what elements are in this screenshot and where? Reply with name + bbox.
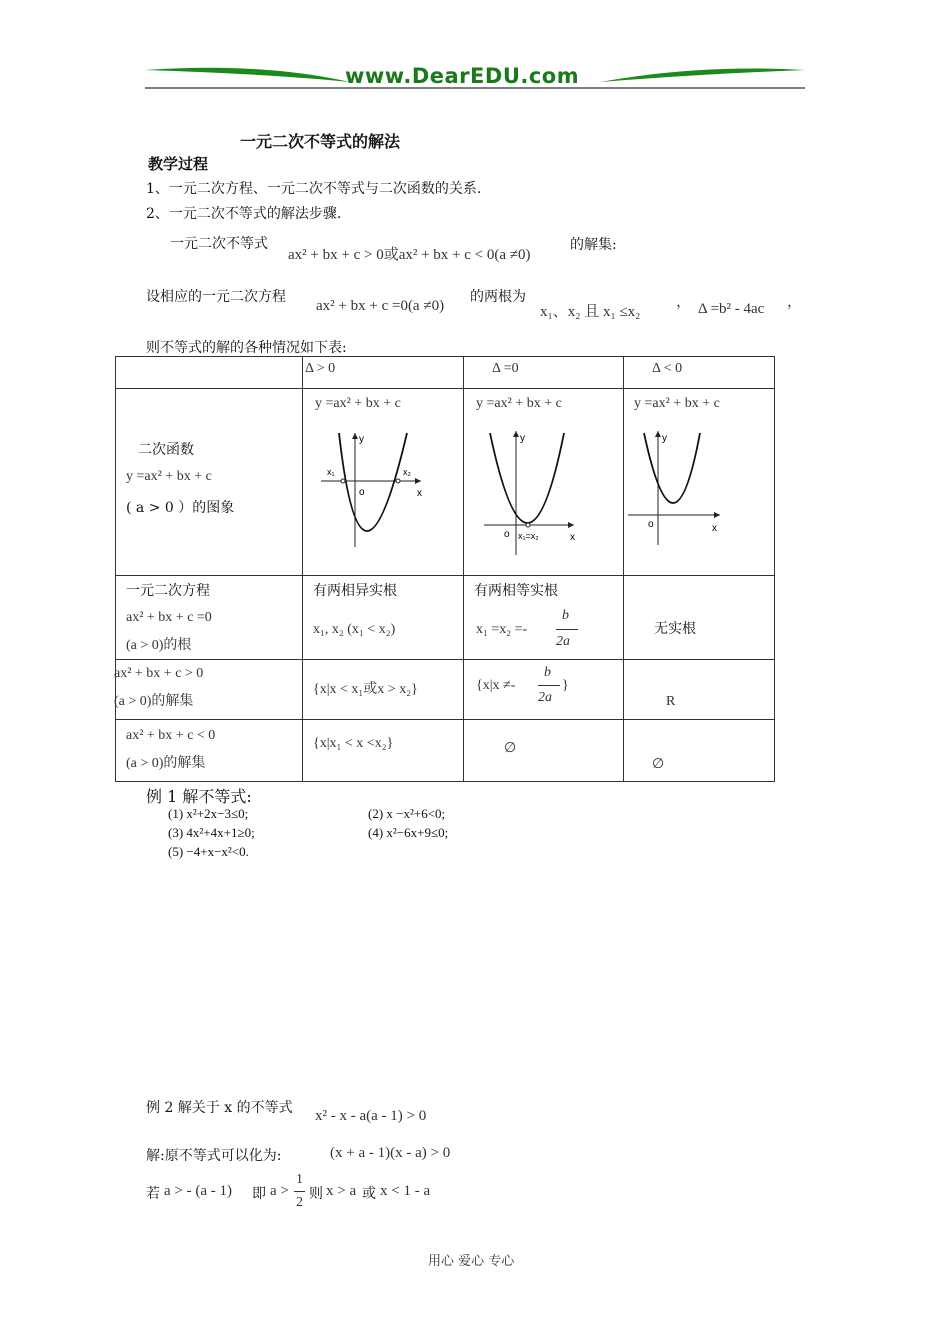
example-1-problem: (5) −4+x−x²<0. xyxy=(168,844,249,859)
less-solution-empty: ∅ xyxy=(504,741,517,756)
row-label-function: 二次函数 xyxy=(138,442,194,458)
page-footer: 用心 爱心 专心 xyxy=(428,1254,515,1269)
site-logo-text[interactable]: www.DearEDU.com xyxy=(345,64,580,88)
row-label-less-set: (a > 0)的解集 xyxy=(126,756,206,771)
greater-solution-close-brace: } xyxy=(562,678,569,693)
intro-formula: ax² + bx + c > 0或ax² + bx + c < 0(a ≠0) xyxy=(288,247,531,263)
row-label-greater-formula: ax² + bx + c > 0 xyxy=(114,666,204,681)
axis-label-x: x xyxy=(417,488,422,499)
greater-solution-all-reals: R xyxy=(666,694,676,709)
solution-formula: (x + a - 1)(x - a) > 0 xyxy=(330,1145,451,1161)
setup-comma: ， xyxy=(676,294,692,310)
table-row-greater xyxy=(116,660,775,720)
example-1-problem: (1) x²+2x−3≤0; xyxy=(168,806,249,821)
case-condition: a > - (a - 1) xyxy=(164,1183,233,1199)
origin-label: o xyxy=(648,519,654,530)
row-label-function-graph: ( a > 0 ）的图象 xyxy=(126,500,235,516)
function-formula: y =ax² + bx + c xyxy=(315,396,401,411)
setup-equation: ax² + bx + c =0(a ≠0) xyxy=(316,298,445,314)
fraction-bar xyxy=(294,1191,305,1192)
left-leaf-swoosh xyxy=(145,68,350,82)
fraction-bar xyxy=(556,629,578,630)
root-label-x1: x₁ xyxy=(327,467,335,477)
greater-solution-numerator: b xyxy=(544,665,551,680)
origin-label: o xyxy=(359,487,365,498)
two-equal-roots-denominator: 2a xyxy=(556,634,570,649)
root-label-x2: x₂ xyxy=(403,467,411,477)
two-equal-roots-numerator: b xyxy=(562,608,569,623)
intro-lead: 一元二次不等式 xyxy=(170,236,268,252)
case-lead: 若 xyxy=(146,1186,160,1202)
function-formula: y =ax² + bx + c xyxy=(634,396,720,411)
example-1-title: 例 1 解不等式: xyxy=(146,787,252,806)
table-header-row xyxy=(116,357,775,389)
two-equal-roots-title: 有两相等实根 xyxy=(474,583,558,599)
case-result-2: x < 1 - a xyxy=(380,1183,431,1199)
setup-roots: x₁、x₂ 且 x₁ ≤x₂ xyxy=(540,304,641,320)
header-delta-positive: Δ > 0 xyxy=(305,361,336,376)
axis-label-x: x xyxy=(712,523,717,534)
section-heading: 教学过程 xyxy=(148,155,209,173)
case-then: 即 xyxy=(252,1186,266,1202)
right-leaf-swoosh xyxy=(600,69,805,83)
header-delta-negative: Δ < 0 xyxy=(652,361,683,376)
example-1-problem: (2) x −x²+6<0; xyxy=(368,806,446,821)
example-2-formula: x² - x - a(a - 1) > 0 xyxy=(315,1108,427,1124)
parabola-two-roots-graph xyxy=(321,429,431,549)
row-label-less-formula: ax² + bx + c < 0 xyxy=(126,728,216,743)
axis-label-y: y xyxy=(520,433,525,444)
page-title: 一元二次不等式的解法 xyxy=(240,132,401,151)
row-label-function-formula: y =ax² + bx + c xyxy=(126,469,212,484)
table-row-less xyxy=(116,720,775,782)
parabola-double-root-graph xyxy=(484,429,584,559)
setup-discriminant: Δ =b² - 4ac xyxy=(698,301,765,317)
greater-solution-two-roots: {x|x < x₁或x > x₂} xyxy=(313,682,418,697)
intro-tail: 的解集: xyxy=(570,237,617,253)
header-delta-zero: Δ =0 xyxy=(492,361,519,376)
setup-mid: 的两根为 xyxy=(470,289,526,305)
two-distinct-roots-title: 有两相异实根 xyxy=(313,583,397,599)
row-label-equation-roots: (a > 0)的根 xyxy=(126,638,192,653)
case-ze: 则 xyxy=(309,1186,323,1202)
example-1-problem: (3) 4x²+4x+1≥0; xyxy=(168,825,255,840)
fraction-denominator: 2 xyxy=(296,1195,303,1210)
origin-label: o xyxy=(504,529,510,540)
row-label-greater-set: (a > 0)的解集 xyxy=(114,694,194,709)
solution-table xyxy=(115,356,775,782)
case-a-greater: a > xyxy=(270,1183,289,1199)
root-label-x1x2: x₁=x₂ xyxy=(518,531,539,541)
two-equal-roots-lhs: x₁ =x₂ =- xyxy=(476,622,528,637)
greater-solution-denominator: 2a xyxy=(538,690,552,705)
row-label-equation-formula: ax² + bx + c =0 xyxy=(126,610,212,625)
table-row-equation xyxy=(116,576,775,660)
setup-comma-2: ， xyxy=(787,294,803,310)
fraction-bar xyxy=(538,685,560,686)
case-result-1: x > a xyxy=(326,1183,357,1199)
example-2-title: 例 2 解关于 x 的不等式 xyxy=(146,1100,293,1116)
greater-solution-double-root-lhs: {x|x ≠- xyxy=(476,678,516,693)
list-item: 2、一元二次不等式的解法步骤. xyxy=(146,206,342,222)
less-solution-empty: ∅ xyxy=(652,757,665,772)
row-label-equation: 一元二次方程 xyxy=(126,583,210,599)
function-formula: y =ax² + bx + c xyxy=(476,396,562,411)
table-row-function xyxy=(116,389,775,576)
example-1-problem: (4) x²−6x+9≤0; xyxy=(368,825,449,840)
axis-label-y: y xyxy=(359,434,364,445)
case-or: 或 xyxy=(362,1186,376,1202)
setup-lead: 设相应的一元二次方程 xyxy=(146,289,286,305)
list-item: 1、一元二次方程、一元二次不等式与二次函数的关系. xyxy=(146,181,482,197)
axis-label-y: y xyxy=(662,433,667,444)
two-distinct-roots-value: x₁, x₂ (x₁ < x₂) xyxy=(313,622,396,637)
axis-label-x: x xyxy=(570,532,575,543)
no-real-roots: 无实根 xyxy=(654,621,696,637)
fraction-numerator: 1 xyxy=(296,1172,303,1187)
less-solution-two-roots: {x|x₁ < x <x₂} xyxy=(313,736,394,751)
solution-lead: 解:原不等式可以化为: xyxy=(146,1148,282,1164)
table-intro: 则不等式的解的各种情况如下表: xyxy=(146,340,347,356)
parabola-no-root-graph xyxy=(628,429,728,549)
